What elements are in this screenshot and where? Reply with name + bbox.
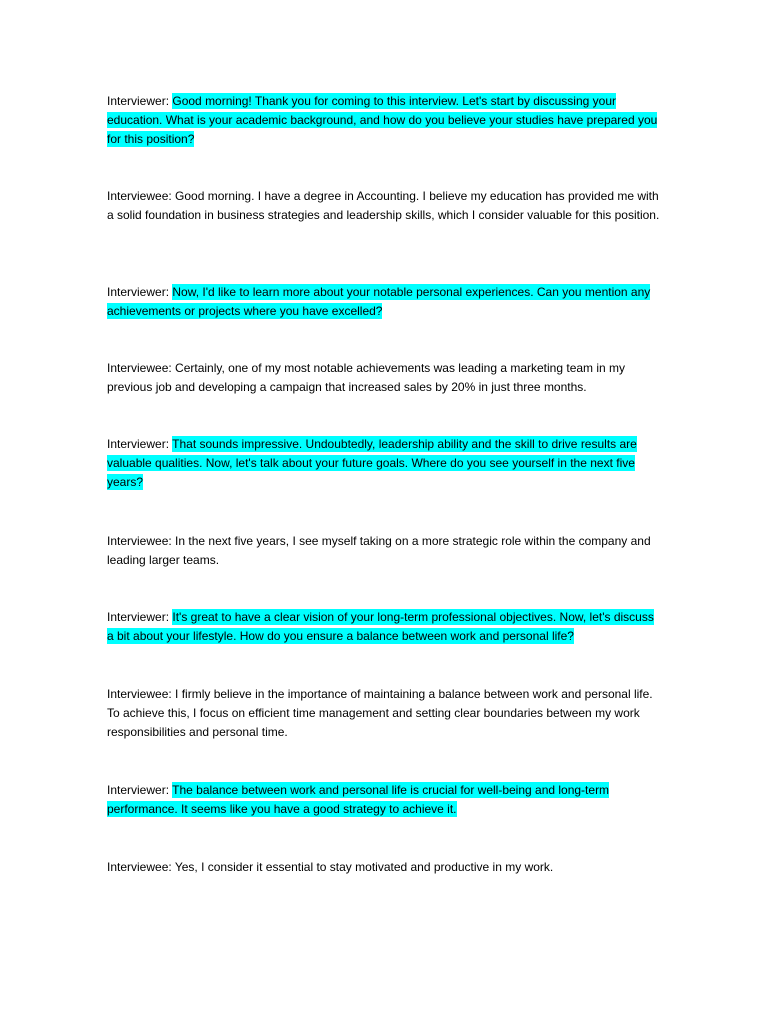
highlighted-text: The balance between work and personal life is crucial for well-being and long-term performance. It seems like you have a good strategy to achieve it. <box>107 783 610 816</box>
speaker-label: Interviewee: <box>107 534 172 548</box>
highlighted-text: Good morning! Thank you for coming to this interview. Let's start by discussing your education. What is your academic background, and how do you believe your studies have prepared you for this position? <box>107 94 658 146</box>
highlighted-text: That sounds impressive. Undoubtedly, leadership ability and the skill to drive results are valuable qualities. Now, let's talk about your future goals. Where do you see yourself in the next five years? <box>107 437 637 489</box>
interviewee-answer-lifestyle <box>107 685 663 742</box>
interviewee-answer-goals <box>107 532 663 570</box>
speaker-label: Interviewer: <box>107 437 170 451</box>
interviewee-answer-balance <box>107 858 663 877</box>
interviewee-answer-experiences <box>107 359 663 397</box>
speaker-label: Interviewer: <box>107 610 170 624</box>
speaker-label: Interviewer: <box>107 783 170 797</box>
speaker-label: Interviewee: <box>107 860 172 874</box>
interviewer-question-experiences <box>107 283 663 321</box>
interviewer-question-goals <box>107 435 663 492</box>
speaker-label: Interviewer: <box>107 94 170 108</box>
speaker-label: Interviewee: <box>107 687 172 701</box>
highlighted-text: Now, I'd like to learn more about your notable personal experiences. Can you mention any achievements or projects where you have excelled? <box>107 285 651 318</box>
answer-text: Good morning. I have a degree in Accounting. I believe my education has provided me with a solid foundation in business strategies and leadership skills, which I consider valuable for this position. <box>107 189 660 222</box>
speaker-label: Interviewer: <box>107 285 170 299</box>
answer-text: In the next five years, I see myself taking on a more strategic role within the company and leading larger teams. <box>107 534 651 567</box>
interviewer-comment-balance <box>107 781 663 819</box>
answer-text: Certainly, one of my most notable achievements was leading a marketing team in my previous job and developing a campaign that increased sales by 20% in just three months. <box>107 361 626 394</box>
answer-text: I firmly believe in the importance of maintaining a balance between work and personal life. To achieve this, I focus on efficient time management and setting clear boundaries between my work responsibilities and personal time. <box>107 687 653 739</box>
answer-text: Yes, I consider it essential to stay motivated and productive in my work. <box>174 860 554 874</box>
highlighted-text: It's great to have a clear vision of your long-term professional objectives. Now, let's discuss a bit about your lifestyle. How do you ensure a balance between work and personal life? <box>107 610 654 643</box>
interviewer-question-education <box>107 92 663 149</box>
interviewer-question-lifestyle <box>107 608 663 646</box>
speaker-label: Interviewee: <box>107 361 172 375</box>
interviewee-answer-education <box>107 187 663 225</box>
speaker-label: Interviewee: <box>107 189 172 203</box>
